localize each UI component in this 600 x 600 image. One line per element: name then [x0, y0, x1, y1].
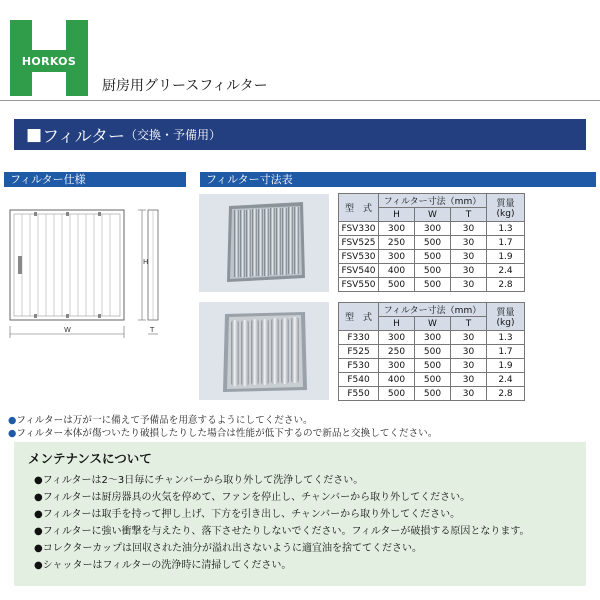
- product-subtitle: 厨房用グリースフィルター: [102, 78, 268, 94]
- col-header-h: H: [379, 317, 415, 331]
- header-divider: [0, 100, 600, 101]
- horkos-logo: [10, 20, 88, 96]
- dim-label-t: T: [150, 326, 155, 334]
- table-row: FSV540 400 500 30 2.4: [339, 264, 525, 278]
- maintenance-item: ●フィルターは取手を持って押し上げ、下方を引き出し、チャンバーから取り外してください。: [34, 509, 461, 520]
- maintenance-title: メンテナンスについて: [28, 451, 152, 466]
- dim-label-h: H: [143, 258, 149, 266]
- table-row: F540 400 500 30 2.4: [339, 373, 525, 387]
- table-row: F525 250 500 30 1.7: [339, 345, 525, 359]
- col-header-mass: 質量 (kg): [487, 194, 525, 222]
- col-header-w: W: [415, 317, 451, 331]
- col-header-mass: 質量 (kg): [487, 303, 525, 331]
- section-dims-header: フィルター寸法表: [200, 172, 596, 187]
- col-header-t: T: [451, 208, 487, 222]
- table-row: FSV530 300 500 30 1.9: [339, 250, 525, 264]
- table-row: FSV330 300 300 30 1.3: [339, 222, 525, 236]
- banner-title: フィルター: [42, 127, 126, 147]
- maintenance-box: [14, 442, 586, 586]
- col-header-dims: フィルター寸法（mm）: [379, 303, 487, 317]
- col-header-dims: フィルター寸法（mm）: [379, 194, 487, 208]
- table-row: FSV525 250 500 30 1.7: [339, 236, 525, 250]
- col-header-t: T: [451, 317, 487, 331]
- page-banner: [14, 119, 586, 150]
- col-header-h: H: [379, 208, 415, 222]
- f-dimension-table: [338, 302, 525, 401]
- banner-square: ■: [26, 124, 43, 145]
- maintenance-item: ●フィルターに強い衝撃を与えたり、落下させたりしないでください。フィルターが破損する原因となります。: [34, 526, 530, 537]
- note-spare: ●フィルターは万が一に備えて予備品を用意するようにしてください。: [8, 415, 313, 426]
- col-header-model: 型 式: [339, 194, 379, 222]
- table-row: F550 500 500 30 2.8: [339, 387, 525, 401]
- note-replace: ●フィルター本体が傷ついたり破損したりした場合は性能が低下するので新品と交換してください。: [8, 428, 438, 439]
- filter-spec-diagram: [4, 196, 188, 346]
- fsv-dimension-table: [338, 193, 525, 292]
- col-header-model: 型 式: [339, 303, 379, 331]
- maintenance-item: ●シャッターはフィルターの洗浄時に清掃してください。: [34, 560, 292, 571]
- fsv-filter-photo: [199, 194, 329, 292]
- maintenance-item: ●フィルターは厨房器具の火気を停めて、ファンを停止し、チャンバーから取り外してください。: [34, 492, 471, 503]
- table-row: FSV550 500 500 30 2.8: [339, 278, 525, 292]
- table-row: F330 300 300 30 1.3: [339, 331, 525, 345]
- brand-name: HORKOS: [21, 54, 77, 68]
- dim-label-w: W: [64, 326, 71, 334]
- banner-paren: （交換・予備用）: [125, 128, 222, 142]
- maintenance-item: ●コレクターカップは回収された油分が溢れ出さないように適宜油を捨ててください。: [34, 543, 423, 554]
- maintenance-item: ●フィルターは2～3日毎にチャンバーから取り外して洗浄してください。: [34, 475, 364, 486]
- f-filter-photo: [199, 302, 329, 400]
- col-header-w: W: [415, 208, 451, 222]
- section-spec-header: フィルター仕様: [4, 172, 186, 187]
- table-row: F530 300 500 30 1.9: [339, 359, 525, 373]
